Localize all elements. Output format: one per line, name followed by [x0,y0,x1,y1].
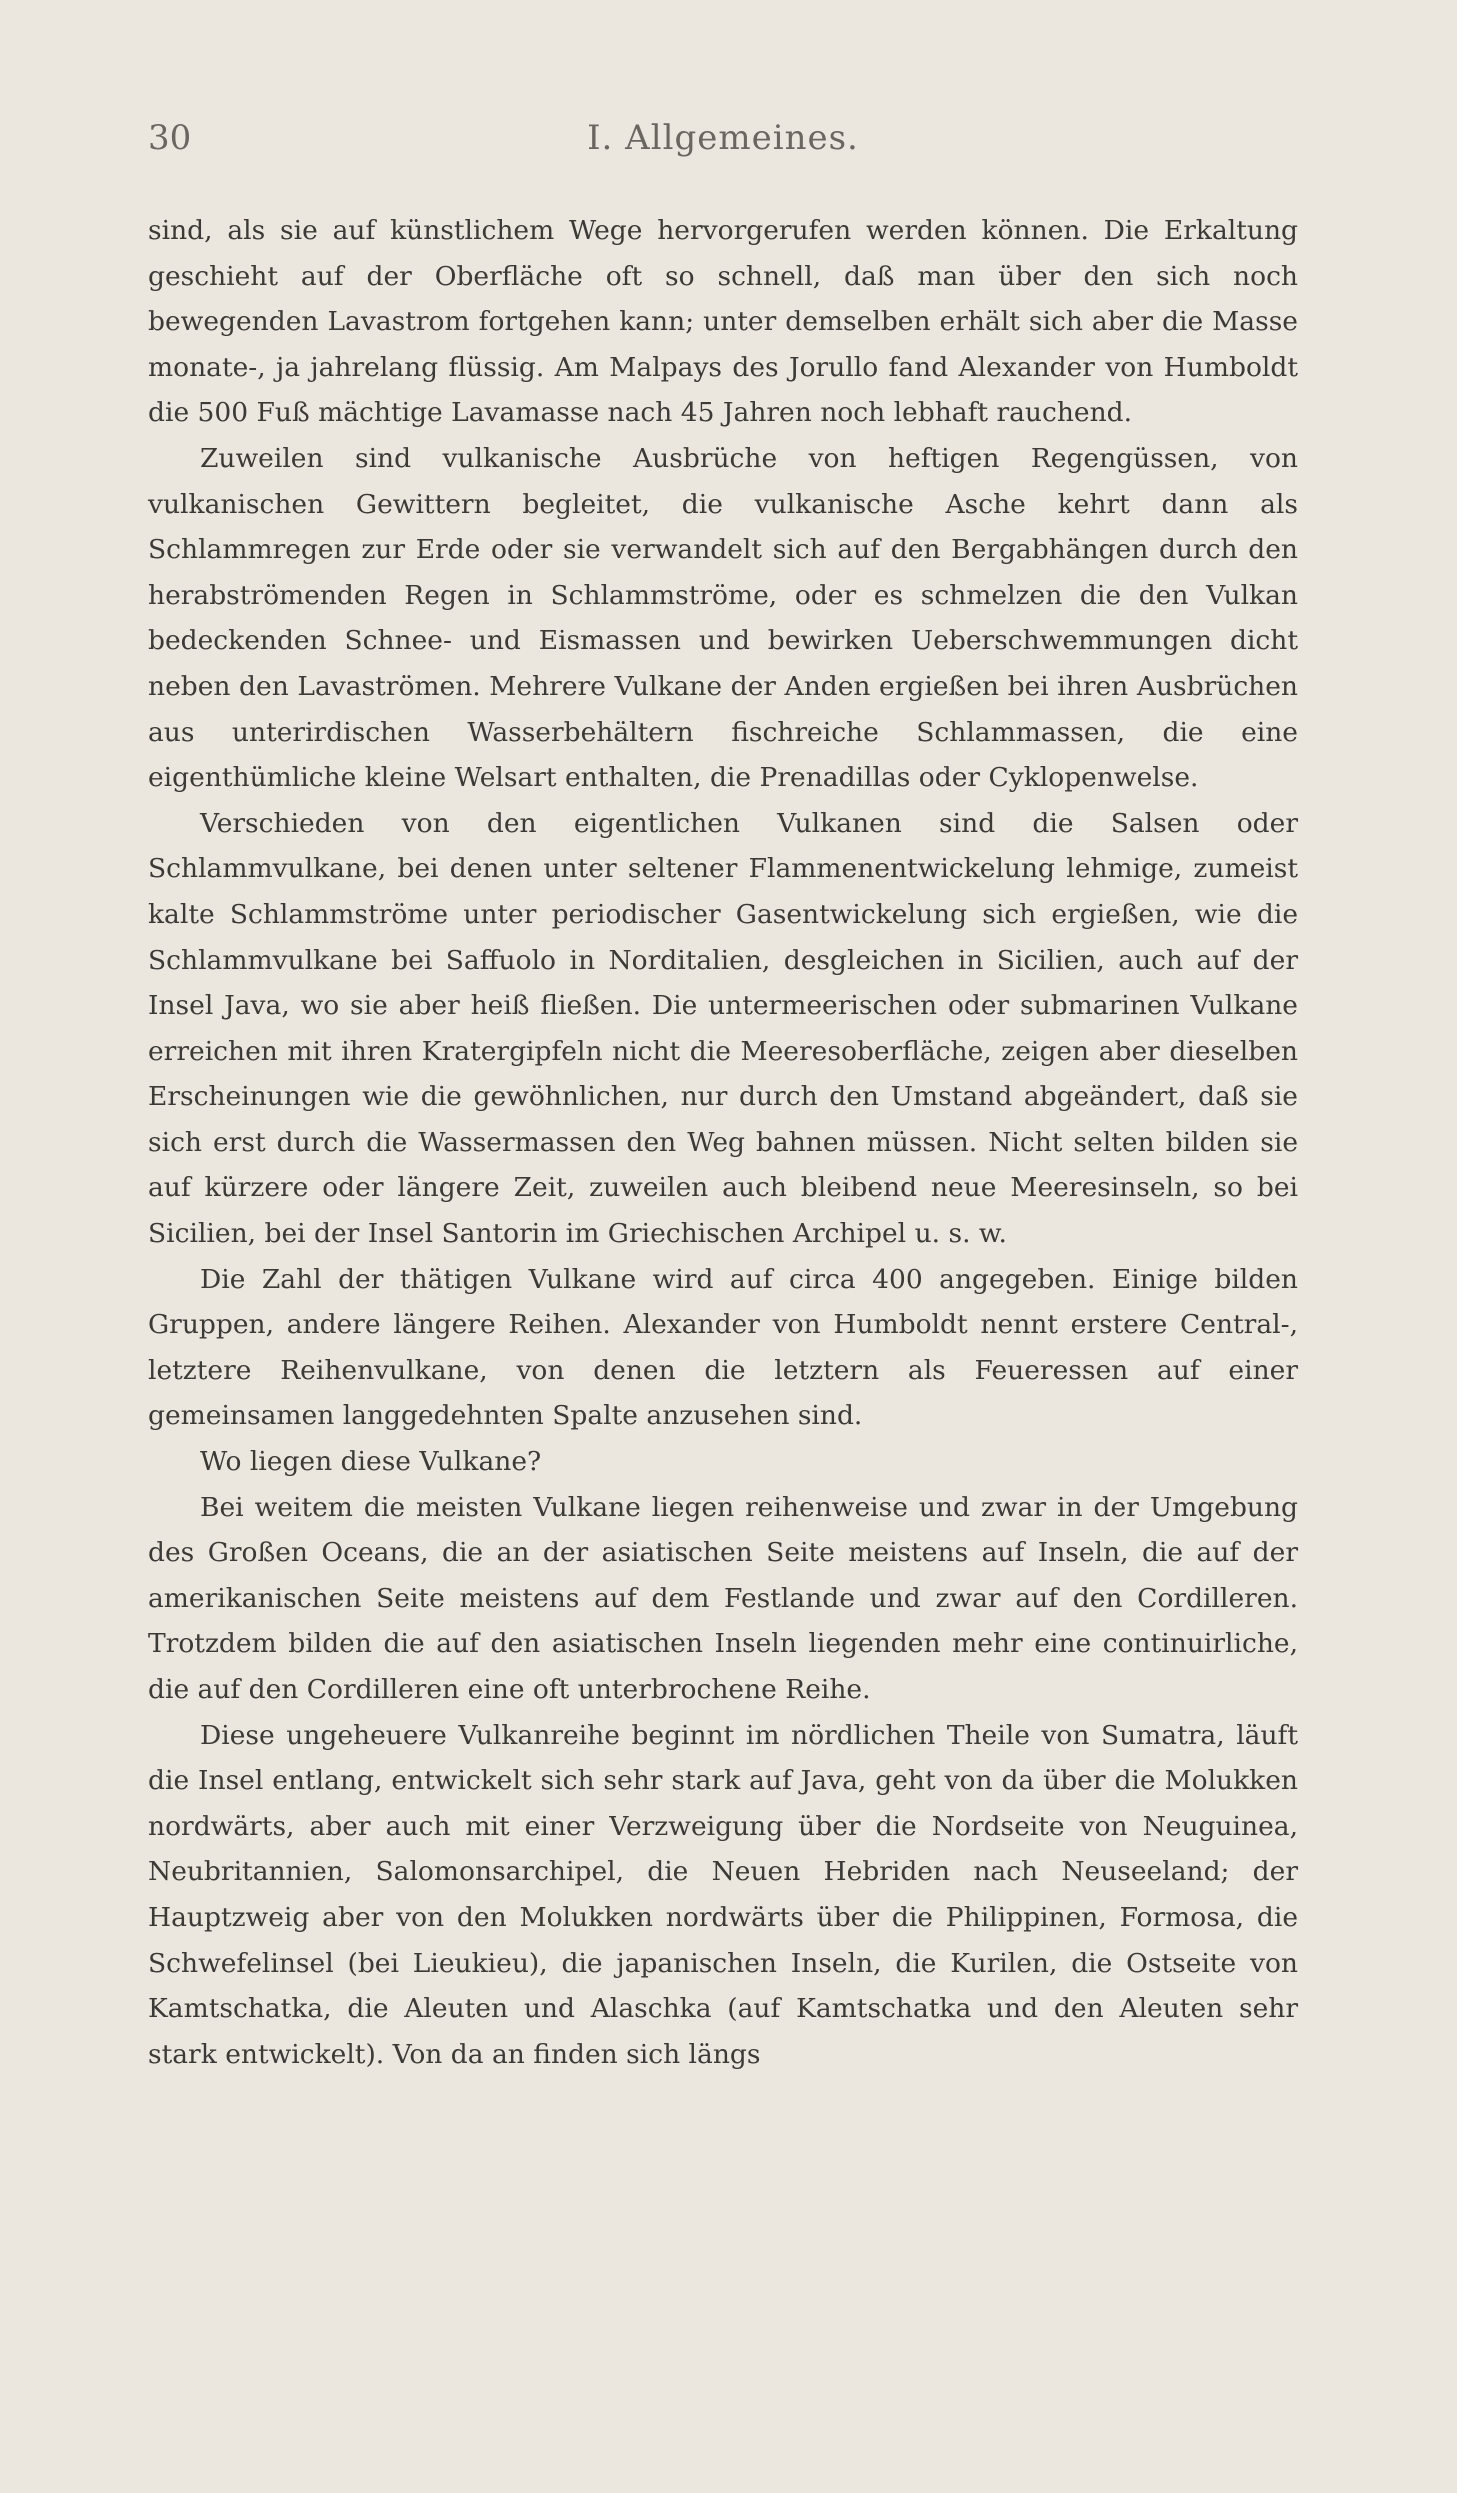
page-header [148,118,1298,168]
paragraph-mud-volcanoes: Verschieden von den eigentlichen Vulkanen sind die Salsen oder Schlammvulkane, bei denen unter seltener Flammenentwickelung lehmige, zumeist kalte Schlammströme unter periodischer Gasentwickelung sich ergießen, wie die Schlammvulkane bei Saffuolo in Norditalien, desgleichen in Sicilien, auch auf der Insel Java, wo sie aber heiß fließen. Die untermeerischen oder submarinen Vulkane erreichen mit ihren Kratergipfeln nicht die Meeresoberfläche, zeigen aber dieselben Erscheinungen wie die gewöhnlichen, nur durch den Umstand abgeändert, daß sie sich erst durch die Wassermassen den Weg bahnen müssen. Nicht selten bilden sie auf kürzere oder längere Zeit, zuweilen auch bleibend neue Meeresinseln, so bei Sicilien, bei der Insel Santorin im Griechischen Archipel u. s. w. [148,807,1298,1250]
page-number: 30 [148,118,192,158]
paragraph-mud-rain: Zuweilen sind vulkanische Ausbrüche von heftigen Regengüssen, von vulkanischen Gewittern begleitet, die vulkanische Asche kehrt dann als Schlammregen zur Erde oder sie verwandelt sich auf den Bergabhängen durch den herabströmenden Regen in Schlammströme, oder es schmelzen die den Vulkan bedeckenden Schnee- und Eismassen und bewirken Ueberschwemmungen dicht neben den Lavaströmen. Mehrere Vulkane der Anden ergießen bei ihren Ausbrüchen aus unterirdischen Wasserbehältern fischreiche Schlammassen, die eine eigenthümliche kleine Welsart enthalten, die Prenadillas oder Cyklopenwelse. [148,442,1298,794]
paragraph-lava-cooling: sind, als sie auf künstlichem Wege hervorgerufen werden können. Die Erkaltung geschieht auf der Oberfläche oft so schnell, daß man über den sich noch bewegenden Lavastrom fortgehen kann; unter demselben erhält sich aber die Masse monate-, ja jahrelang flüssig. Am Malpays des Jorullo fand Alexander von Humboldt die 500 Fuß mächtige Lavamasse nach 45 Jahren noch lebhaft rauchend. [148,215,1298,429]
running-title: I. Allgemeines. [587,118,859,158]
paragraph-question: Wo liegen diese Vulkane? [200,1446,542,1478]
paragraph-volcano-count: Die Zahl der thätigen Vulkane wird auf circa 400 angegeben. Einige bilden Gruppen, andere längere Reihen. Alexander von Humboldt nennt erstere Central-, letztere Reihenvulkane, von denen die letztern als Feueressen auf einer gemeinsamen langgedehnten Spalte anzusehen sind. [148,1263,1298,1432]
paragraph-volcano-chain: Diese ungeheuere Vulkanreihe beginnt im nördlichen Theile von Sumatra, läuft die Insel entlang, entwickelt sich sehr stark auf Java, geht von da über die Molukken nordwärts, aber auch mit einer Verzweigung über die Nordseite von Neuguinea, Neubritannien, Salomonsarchipel, die Neuen Hebriden nach Neuseeland; der Hauptzweig aber von den Molukken nordwärts über die Philippinen, Formosa, die Schwefelinsel (bei Lieukieu), die japanischen Inseln, die Kurilen, die Ostseite von Kamtschatka, die Aleuten und Alaschka (auf Kamtschatka und den Aleuten sehr stark entwickelt). Von da an finden sich längs [148,1719,1298,2070]
body-text [148,208,1298,2077]
paragraph-pacific-ring: Bei weitem die meisten Vulkane liegen reihenweise und zwar in der Umgebung des Großen Oceans, die an der asiatischen Seite meistens auf Inseln, die auf der amerikanischen Seite meistens auf dem Festlande und zwar auf den Cordilleren. Trotzdem bilden die auf den asiatischen Inseln liegenden mehr eine continuirliche, die auf den Cordilleren eine oft unterbrochene Reihe. [148,1491,1298,1705]
